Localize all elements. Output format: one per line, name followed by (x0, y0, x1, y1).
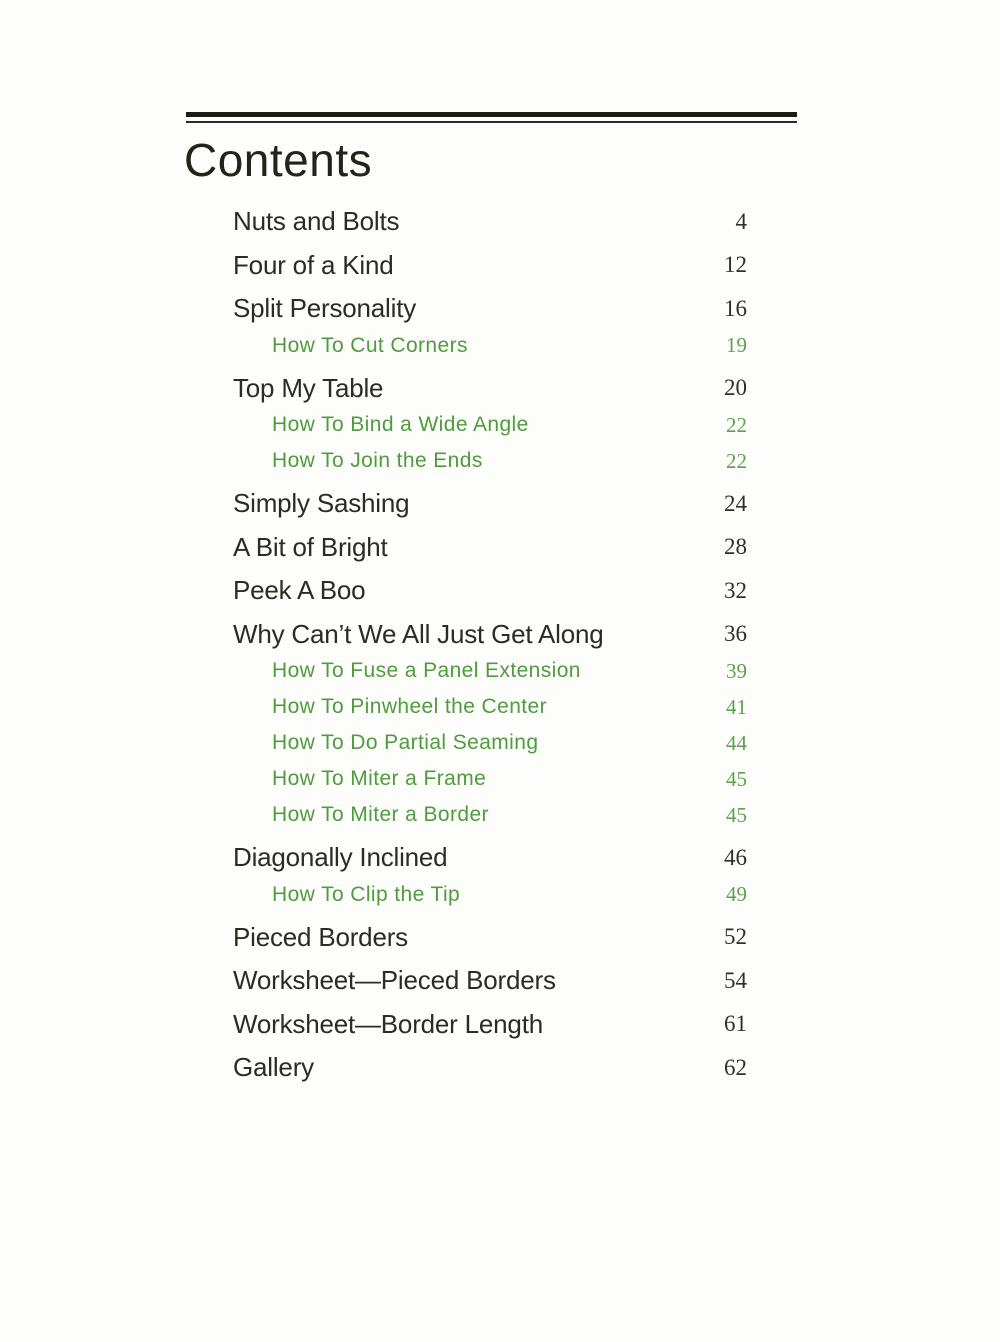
toc-subentry (233, 328, 747, 364)
toc-entry-label: How To Bind a Wide Angle (272, 413, 529, 436)
toc-entry (233, 526, 747, 570)
toc-entry-label: How To Pinwheel the Center (272, 695, 547, 718)
toc-entry (233, 569, 747, 613)
toc-entry (233, 1046, 747, 1090)
toc-entry-label: Top My Table (233, 372, 384, 403)
toc-entry-label: How To Miter a Border (272, 803, 489, 826)
toc-entry-page-number: 36 (724, 621, 747, 647)
table-of-contents (233, 200, 747, 1090)
toc-entry-page-number: 41 (726, 694, 747, 719)
toc-entry-label: Split Personality (233, 293, 417, 324)
toc-entry-page-number: 45 (726, 766, 747, 791)
toc-entry-label: Four of a Kind (233, 249, 394, 280)
toc-entry-label: Worksheet—Border Length (233, 1008, 543, 1039)
toc-entry-label: How To Clip the Tip (272, 882, 461, 906)
toc-entry-page-number: 19 (726, 333, 747, 357)
toc-entry-page-number: 54 (724, 967, 747, 993)
toc-subentry (233, 877, 747, 913)
toc-subentry (233, 689, 747, 725)
toc-entry-page-number: 22 (726, 412, 747, 437)
toc-entry (233, 482, 747, 526)
toc-entry (233, 287, 747, 331)
toc-entry-label: Gallery (233, 1052, 314, 1083)
toc-subentry (233, 653, 747, 689)
rule-thin-line (186, 121, 797, 123)
toc-entry (233, 613, 747, 657)
toc-entry-page-number: 62 (724, 1054, 747, 1080)
toc-entry-label: How To Fuse a Panel Extension (272, 659, 581, 682)
toc-subentry (233, 797, 747, 833)
toc-entry (233, 836, 747, 880)
toc-entry-label: How To Cut Corners (272, 333, 468, 357)
toc-entry-page-number: 12 (724, 252, 747, 278)
toc-entry (233, 200, 747, 244)
toc-entry-page-number: 61 (724, 1011, 747, 1037)
toc-entry (233, 916, 747, 960)
toc-entry-page-number: 22 (726, 448, 747, 473)
toc-subentry (233, 443, 747, 479)
toc-subentry (233, 725, 747, 761)
toc-entry-page-number: 32 (724, 577, 747, 603)
toc-entry-page-number: 44 (726, 730, 747, 755)
toc-entry-page-number: 52 (724, 924, 747, 950)
toc-entry-page-number: 39 (726, 658, 747, 683)
toc-entry-label: Simply Sashing (233, 488, 410, 519)
toc-entry-page-number: 46 (724, 844, 747, 870)
toc-entry (233, 244, 747, 288)
toc-entry-page-number: 20 (724, 375, 747, 401)
toc-entry-label: A Bit of Bright (233, 531, 388, 562)
double-rule (186, 112, 797, 123)
toc-entry-label: Peek A Boo (233, 575, 366, 606)
page-title: Contents (184, 134, 373, 186)
toc-entry-label: How To Join the Ends (272, 449, 483, 472)
toc-entry-label: Diagonally Inclined (233, 842, 448, 873)
toc-entry-page-number: 28 (724, 534, 747, 560)
toc-subentry (233, 407, 747, 443)
toc-subentry (233, 761, 747, 797)
toc-entry-label: Why Can’t We All Just Get Along (233, 618, 604, 649)
toc-entry-page-number: 49 (726, 882, 747, 906)
toc-entry-label: How To Do Partial Seaming (272, 731, 539, 754)
toc-entry-page-number: 16 (724, 295, 747, 321)
toc-entry (233, 959, 747, 1003)
toc-entry-label: How To Miter a Frame (272, 767, 487, 790)
toc-entry (233, 367, 747, 411)
toc-entry-page-number: 24 (724, 490, 747, 516)
toc-entry (233, 1003, 747, 1047)
toc-entry-page-number: 45 (726, 802, 747, 827)
toc-entry-page-number: 4 (735, 208, 747, 234)
toc-entry-label: Worksheet—Pieced Borders (233, 965, 556, 996)
toc-entry-label: Pieced Borders (233, 921, 408, 952)
toc-entry-label: Nuts and Bolts (233, 206, 400, 237)
